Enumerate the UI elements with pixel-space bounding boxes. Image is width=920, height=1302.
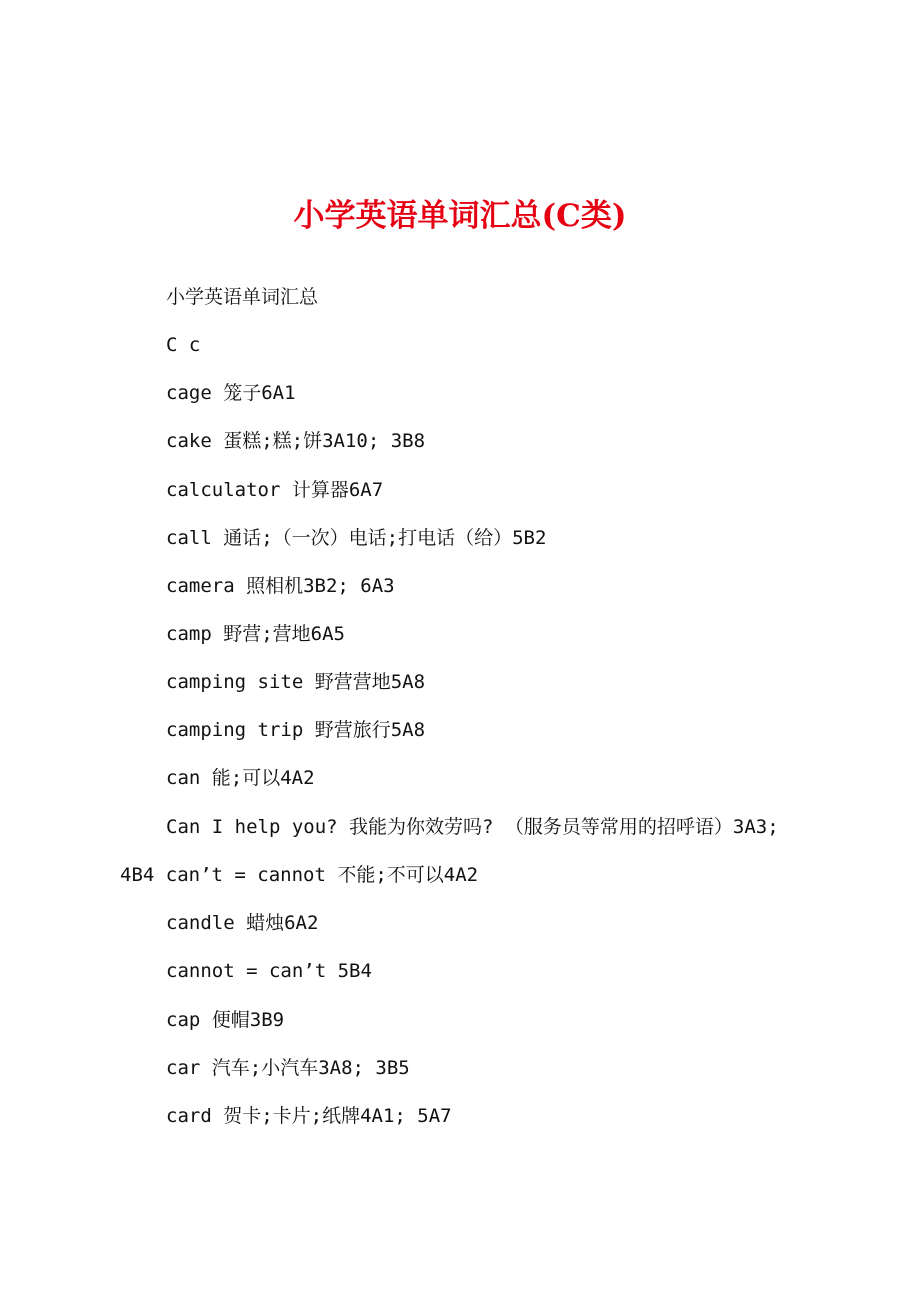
vocab-entry: cannot = can’t 5B4 bbox=[166, 960, 372, 982]
vocab-entry: cake 蛋糕;糕;饼3A10; 3B8 bbox=[166, 430, 426, 452]
vocab-entry: car 汽车;小汽车3A8; 3B5 bbox=[166, 1057, 410, 1079]
vocab-entry: call 通话;（一次）电话;打电话（给）5B2 bbox=[166, 527, 547, 549]
vocab-entry-continued: 4B4 can’t = cannot 不能;不可以4A2 bbox=[120, 864, 479, 886]
vocab-entry: Can I help you? 我能为你效劳吗? （服务员等常用的招呼语）3A3; bbox=[166, 816, 779, 838]
vocab-entry: candle 蜡烛6A2 bbox=[166, 912, 319, 934]
intro-line: 小学英语单词汇总 bbox=[166, 286, 319, 308]
document-title: 小学英语单词汇总(C类) bbox=[293, 198, 627, 234]
vocab-entry: calculator 计算器6A7 bbox=[166, 479, 384, 501]
section-letter-line: C c bbox=[166, 334, 201, 356]
vocab-entry: camera 照相机3B2; 6A3 bbox=[166, 575, 395, 597]
vocab-entry: can 能;可以4A2 bbox=[166, 767, 315, 789]
vocab-entry: card 贺卡;卡片;纸牌4A1; 5A7 bbox=[166, 1105, 452, 1127]
vocab-entry: cap 便帽3B9 bbox=[166, 1009, 285, 1031]
vocab-entry: camping site 野营营地5A8 bbox=[166, 671, 426, 693]
vocab-entry: camping trip 野营旅行5A8 bbox=[166, 719, 426, 741]
vocab-entry: camp 野营;营地6A5 bbox=[166, 623, 345, 645]
vocab-entry: cage 笼子6A1 bbox=[166, 382, 296, 404]
